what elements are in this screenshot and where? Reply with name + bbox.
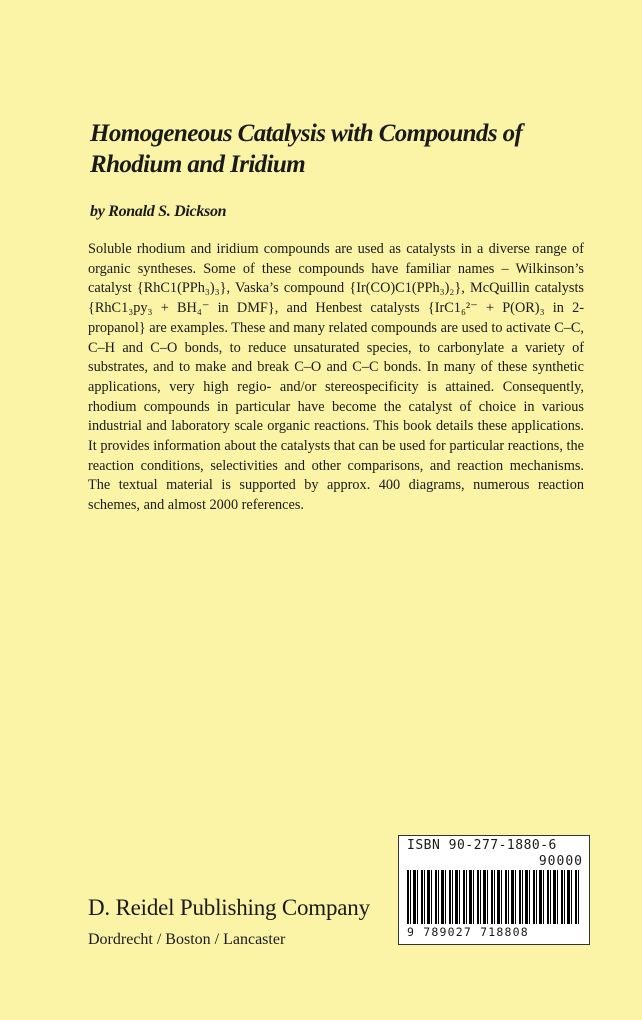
barcode-panel (398, 835, 590, 945)
publisher-cities: Dordrecht / Boston / Lancaster (88, 931, 286, 948)
price-code: 90000 (538, 854, 583, 869)
book-title (90, 118, 570, 180)
publisher-name: D. Reidel Publishing Company (88, 895, 370, 920)
isbn-label: ISBN 90-277-1880-6 (407, 838, 557, 853)
book-description: Soluble rhodium and iridium compounds are used as catalysts in a diverse range of organic syntheses. Some of these compounds have familiar names – Wilkinson’s catalyst {RhC1(PPh₃)₃}, Vaska’s compound {Ir(CO)C1(PPh₃)₂}, McQuillin catalysts {RhC1₃py₃ + BH₄⁻ in DMF}, and Henbest catalysts {IrC1₆²⁻ + P(OR)₃ in 2-propanol} are examples. These and many related compounds are used to activate C–C, C–H and C–O bonds, to reduce unsaturated species, to carbonylate a variety of substrates, and to make and break C–O and C–C bonds. In many of these synthetic applications, very high regio- and/or stereospecificity is attained. Consequently, rhodium compounds in particular have become the catalyst of choice in various industrial and laboratory scale organic reactions. This book details these applications. It provides information about the catalysts that can be used for particular reactions, the reaction conditions, selectivities and other comparisons, and reaction mechanisms. The textual material is supported by approx. 400 diagrams, numerous reaction schemes, and almost 2000 references. (88, 241, 584, 514)
title-line-2: Rhodium and Iridium (90, 151, 306, 178)
ean-number: 9 789027 718808 (407, 925, 529, 939)
barcode-icon (407, 870, 581, 924)
author-byline: by Ronald S. Dickson (90, 203, 227, 220)
title-line-1: Homogeneous Catalysis with Compounds of (90, 120, 523, 147)
